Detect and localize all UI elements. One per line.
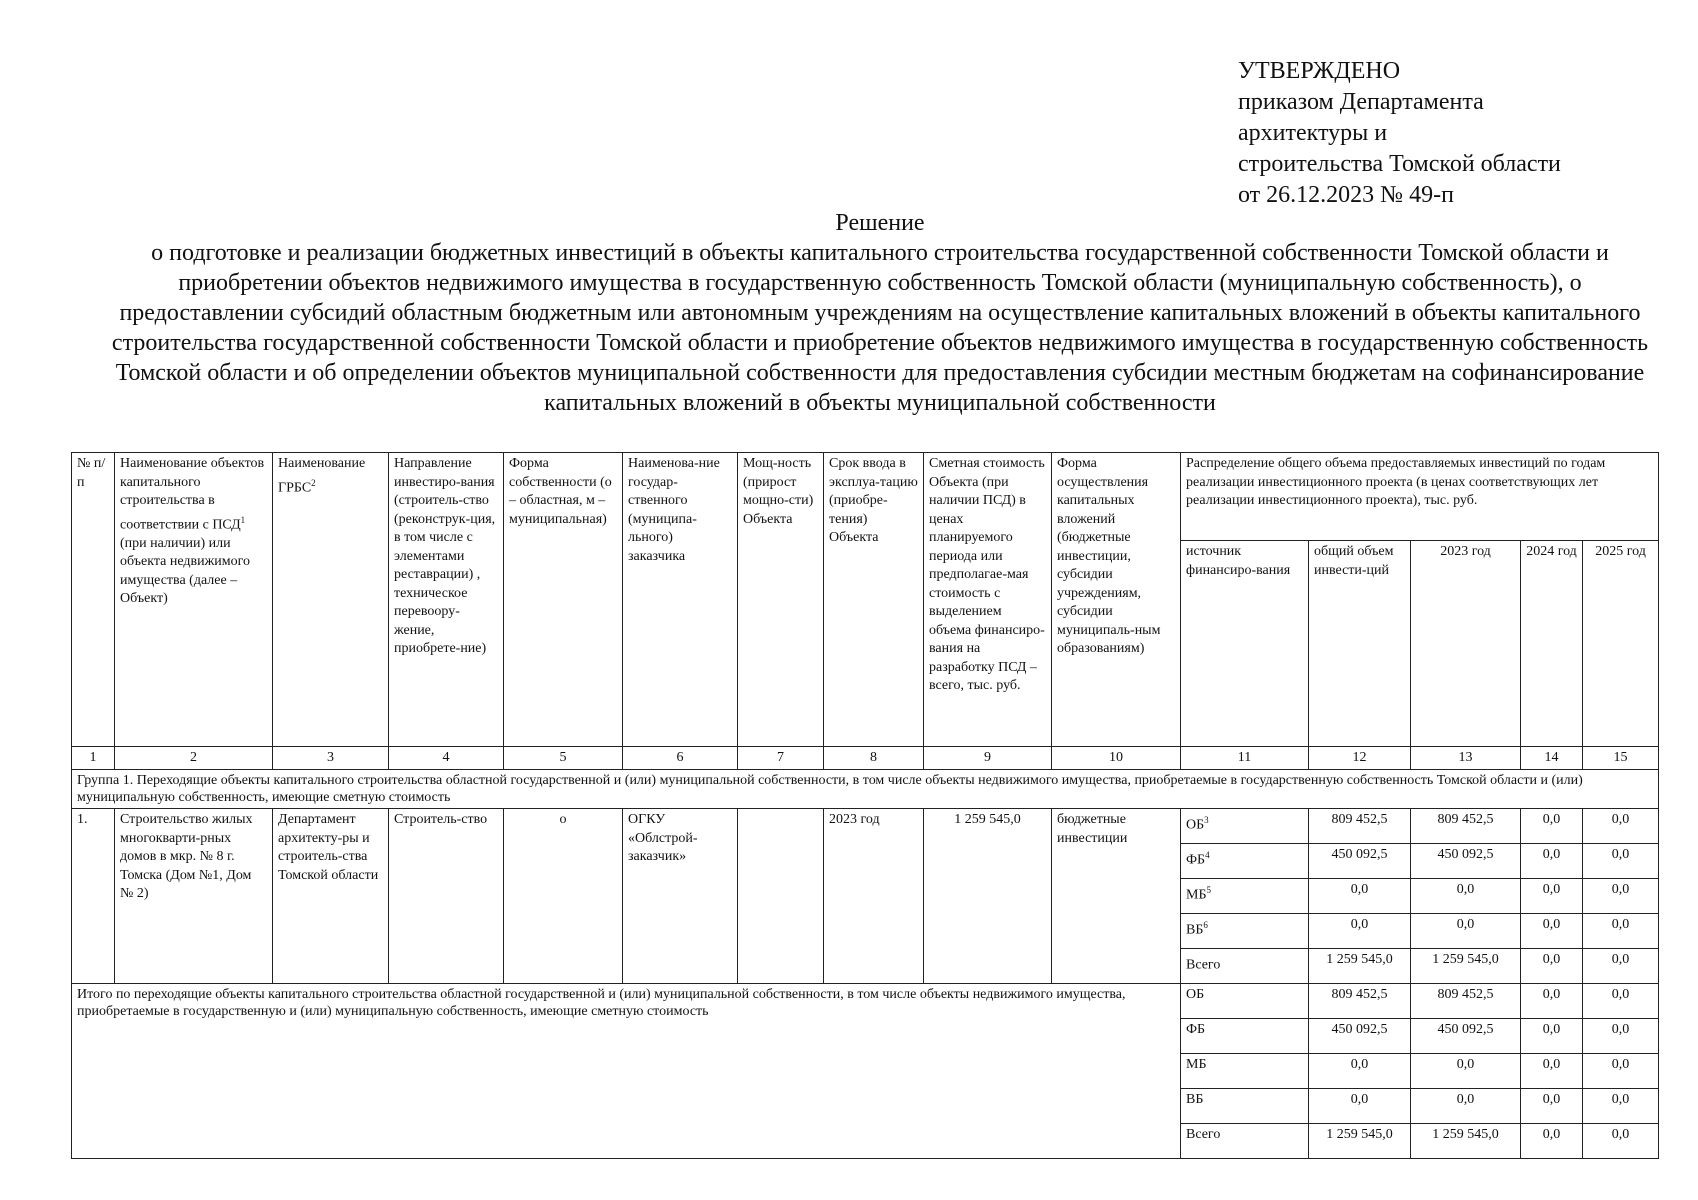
column-number: 4 — [389, 747, 504, 770]
column-number: 3 — [273, 747, 389, 770]
header-cell: Срок ввода в эксплуа-тацию (приобре-тения) Объекта — [824, 453, 924, 747]
amount-2023: 0,0 — [1411, 1054, 1521, 1089]
header-cell: Распределение общего объема предоставляемых инвестиций по годам реализации инвестиционного проекта (в ценах соответствующих лет реализации инвестиционного проекта), тыс. руб. — [1181, 453, 1659, 541]
amount-2024: 0,0 — [1521, 844, 1583, 879]
approval-line: от 26.12.2023 № 49-п — [1238, 182, 1454, 208]
header-cell: Направление инвестиро-вания (строитель-ство (реконструк-ция, в том числе с элементами реставрации) , техническое перевоору-жение, приобрете-ние) — [389, 453, 504, 747]
header-cell: Форма осуществления капитальных вложений (бюджетные инвестиции, субсидии учреждениям, субсидии муниципаль-ным образованиям) — [1052, 453, 1181, 747]
column-number: 1 — [72, 747, 115, 770]
object-ownership: о — [504, 809, 623, 984]
funding-source: $ВБ^6$ — [1181, 914, 1309, 949]
amount-2023: 450 092,5 — [1411, 1019, 1521, 1054]
amount-2024: 0,0 — [1521, 809, 1583, 844]
amount-2025: 0,0 — [1583, 914, 1659, 949]
amount-2024: 0,0 — [1521, 1054, 1583, 1089]
group-row — [72, 770, 1659, 809]
header-cell: Сметная стоимость Объекта (при наличии ПСД) в ценах планируемого периода или предполагае-мая стоимость с выделением объема финансиро-вания на разработку ПСД – всего, тыс. руб. — [924, 453, 1052, 747]
approval-line: приказом Департамента — [1238, 89, 1484, 115]
header-cell: источник финансиро-вания — [1181, 541, 1309, 747]
total-amount: 809 452,5 — [1309, 809, 1411, 844]
object-customer: ОГКУ «Облстрой-заказчик» — [623, 809, 738, 984]
amount-2025: 0,0 — [1583, 1089, 1659, 1124]
total-amount: 809 452,5 — [1309, 984, 1411, 1019]
object-number: 1. — [72, 809, 115, 984]
object-name: Строительство жилых многокварти-рных домов в мкр. № 8 г. Томска (Дом №1, Дом № 2) — [115, 809, 273, 984]
column-number: 8 — [824, 747, 924, 770]
amount-2024: 0,0 — [1521, 984, 1583, 1019]
title-block — [110, 208, 1650, 418]
approval-line: архитектуры и — [1238, 120, 1388, 146]
column-number: 15 — [1583, 747, 1659, 770]
header-cell: Наименование объектов капитального строительства в соответствии с ПСД$^1$ (при наличии) или объекта недвижимого имущества (далее – Объект) — [115, 453, 273, 747]
amount-2023: 1 259 545,0 — [1411, 949, 1521, 984]
header-cell: 2024 год — [1521, 541, 1583, 747]
total-label: Итого по переходящие объекты капитального строительства областной государственной и (или) муниципальной собственности, в том числе объекты недвижимого имущества, приобретаемые в государственную и (или) муниципальную собственность, имеющие сметную стоимость — [72, 984, 1181, 1159]
amount-2024: 0,0 — [1521, 914, 1583, 949]
amount-2025: 0,0 — [1583, 984, 1659, 1019]
amount-2025: 0,0 — [1583, 1124, 1659, 1159]
header-cell: Наименова-ние государ-ственного (муниципа-льного) заказчика — [623, 453, 738, 747]
amount-2023: 809 452,5 — [1411, 809, 1521, 844]
funding-source: ФБ — [1181, 1019, 1309, 1054]
amount-2025: 0,0 — [1583, 879, 1659, 914]
funding-source: МБ — [1181, 1054, 1309, 1089]
amount-2023: 809 452,5 — [1411, 984, 1521, 1019]
funding-source: Всего — [1181, 949, 1309, 984]
amount-2025: 0,0 — [1583, 1054, 1659, 1089]
funding-source: ВБ — [1181, 1089, 1309, 1124]
column-number: 14 — [1521, 747, 1583, 770]
amount-2023: 0,0 — [1411, 1089, 1521, 1124]
total-amount: 450 092,5 — [1309, 844, 1411, 879]
header-cell: Мощ-ность (прирост мощно-сти) Объекта — [738, 453, 824, 747]
amount-2023: 450 092,5 — [1411, 844, 1521, 879]
amount-2024: 0,0 — [1521, 879, 1583, 914]
funding-source: $МБ^5$ — [1181, 879, 1309, 914]
table-row — [72, 984, 1659, 1019]
object-term: 2023 год — [824, 809, 924, 984]
column-number: 9 — [924, 747, 1052, 770]
object-form: бюджетные инвестиции — [1052, 809, 1181, 984]
funding-source: $ФБ^4$ — [1181, 844, 1309, 879]
column-number: 12 — [1309, 747, 1411, 770]
header-cell: Наименование ГРБС$^2$ — [273, 453, 389, 747]
total-amount: 0,0 — [1309, 879, 1411, 914]
document-title: Решение — [835, 210, 925, 236]
object-direction: Строитель-ство — [389, 809, 504, 984]
amount-2025: 0,0 — [1583, 949, 1659, 984]
total-amount: 0,0 — [1309, 914, 1411, 949]
object-capacity — [738, 809, 824, 984]
column-number: 10 — [1052, 747, 1181, 770]
amount-2024: 0,0 — [1521, 949, 1583, 984]
header-cell: общий объем инвести-ций — [1309, 541, 1411, 747]
approval-stamp — [1238, 56, 1561, 211]
total-amount: 1 259 545,0 — [1309, 1124, 1411, 1159]
column-number: 11 — [1181, 747, 1309, 770]
column-number: 7 — [738, 747, 824, 770]
investment-table — [71, 452, 1659, 1159]
amount-2025: 0,0 — [1583, 844, 1659, 879]
header-cell: № п/п — [72, 453, 115, 747]
object-cost: 1 259 545,0 — [924, 809, 1052, 984]
amount-2024: 0,0 — [1521, 1019, 1583, 1054]
column-number: 6 — [623, 747, 738, 770]
funding-source: $ОБ^3$ — [1181, 809, 1309, 844]
group-title: Группа 1. Переходящие объекты капитального строительства областной государственной и (или) муниципальной собственности, в том числе объекты недвижимого имущества, приобретаемые в государственную собственность Томской области и (или) муниципальную собственность, имеющие сметную стоимость — [72, 770, 1659, 809]
approval-line: УТВЕРЖДЕНО — [1238, 58, 1401, 84]
header-cell: 2023 год — [1411, 541, 1521, 747]
header-cell: Форма собственности (о – областная, м – муниципальная) — [504, 453, 623, 747]
column-number: 5 — [504, 747, 623, 770]
column-number-row — [72, 747, 1659, 770]
object-grbs: Департамент архитекту-ры и строитель-ства Томской области — [273, 809, 389, 984]
amount-2023: 0,0 — [1411, 879, 1521, 914]
document-subtitle: о подготовке и реализации бюджетных инвестиций в объекты капитального строительства государственной собственности Томской области и приобретении объектов недвижимого имущества в государственную собственность Томской области (муниципальную собственность), о предоставлении субсидий областным бюджетным или автономным учреждениям на осуществление капитальных вложений в объекты капитального строительства государственной собственности Томской области и приобретение объектов недвижимого имущества в государственную собственность Томской области и об определении объектов муниципальной собственности для предоставления субсидии местным бюджетам на софинансирование капитальных вложений в объекты муниципальной собственности — [111, 240, 1649, 416]
amount-2023: 0,0 — [1411, 914, 1521, 949]
funding-source: Всего — [1181, 1124, 1309, 1159]
amount-2025: 0,0 — [1583, 809, 1659, 844]
table-row — [72, 809, 1659, 844]
amount-2024: 0,0 — [1521, 1089, 1583, 1124]
column-number: 13 — [1411, 747, 1521, 770]
funding-source: ОБ — [1181, 984, 1309, 1019]
total-amount: 0,0 — [1309, 1054, 1411, 1089]
total-amount: 450 092,5 — [1309, 1019, 1411, 1054]
amount-2023: 1 259 545,0 — [1411, 1124, 1521, 1159]
amount-2025: 0,0 — [1583, 1019, 1659, 1054]
total-amount: 0,0 — [1309, 1089, 1411, 1124]
header-cell: 2025 год — [1583, 541, 1659, 747]
amount-2024: 0,0 — [1521, 1124, 1583, 1159]
header-row — [72, 453, 1659, 541]
approval-line: строительства Томской области — [1238, 151, 1561, 177]
total-amount: 1 259 545,0 — [1309, 949, 1411, 984]
column-number: 2 — [115, 747, 273, 770]
